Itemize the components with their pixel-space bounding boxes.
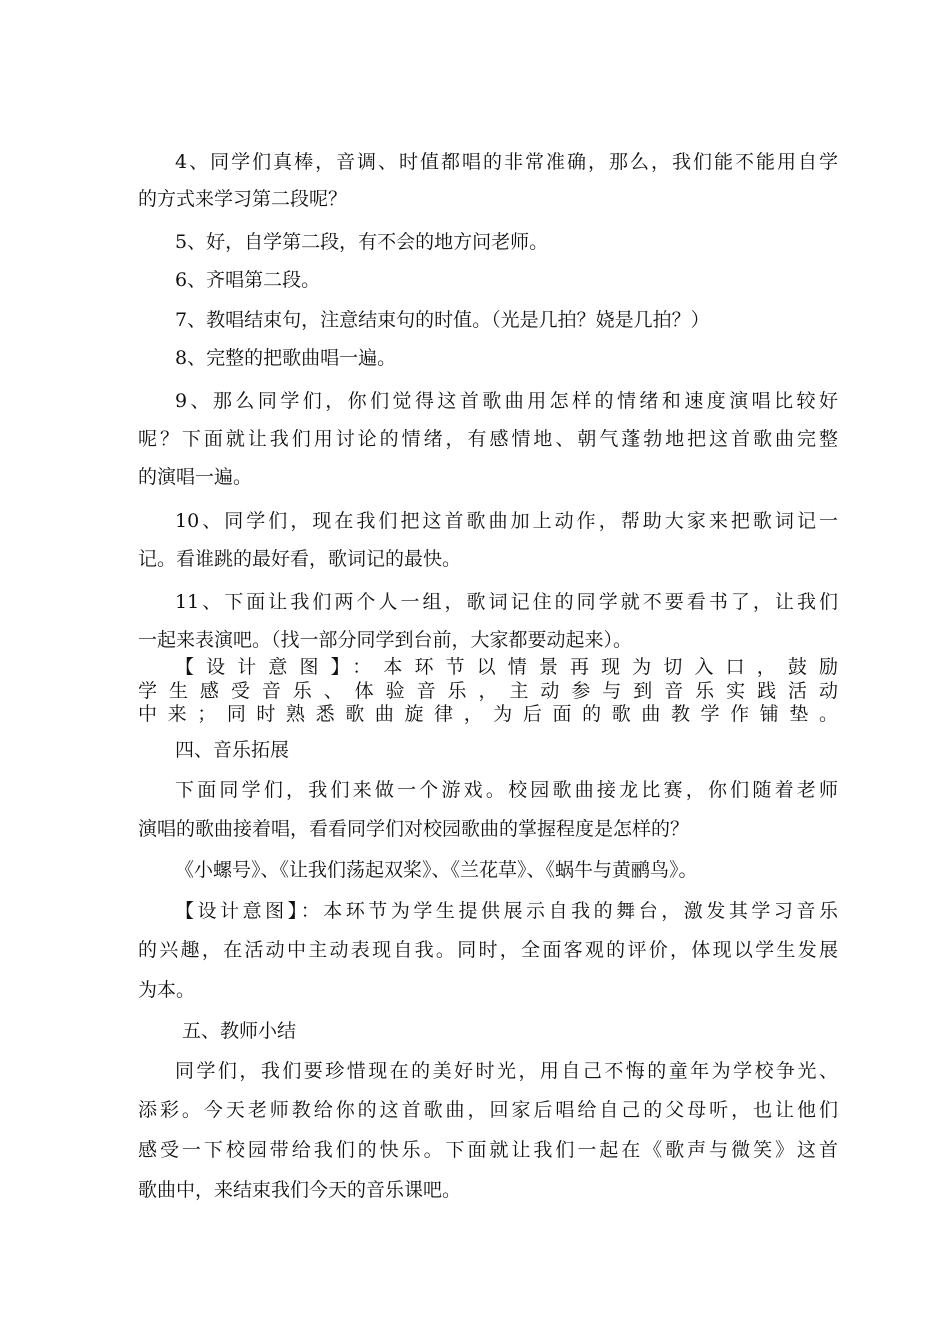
paragraph-line: 9、那么同学们，你们觉得这首歌曲用怎样的情绪和速度演唱比较好 xyxy=(175,390,838,412)
paragraph-line: 6、齐唱第二段。 xyxy=(175,269,321,291)
paragraph-line: 一起来表演吧。（找一部分同学到台前，大家都要动起来）。 xyxy=(138,629,633,651)
design-intent-line: 学生感受音乐、体验音乐，主动参与到音乐实践活动 xyxy=(138,680,838,702)
section-heading: 五、教师小结 xyxy=(182,1020,297,1042)
section-heading: 四、音乐拓展 xyxy=(175,739,290,761)
paragraph-line: 11、下面让我们两个人一组，歌词记住的同学就不要看书了，让我们 xyxy=(175,591,838,613)
design-intent-line: 【设计意图】：本环节以情景再现为切入口，鼓励 xyxy=(175,656,838,678)
paragraph-line: 感受一下校园带给我们的快乐。下面就让我们一起在《歌声与微笑》这首 xyxy=(138,1139,838,1161)
paragraph-line: 为本。 xyxy=(138,979,196,1001)
paragraph-line: 的演唱一遍。 xyxy=(138,466,253,488)
paragraph-line: 歌曲中，来结束我们今天的音乐课吧。 xyxy=(138,1179,462,1201)
paragraph-line: 8、完整的把歌曲唱一遍。 xyxy=(175,347,397,369)
song-list: 《小螺号》、《让我们荡起双桨》、《兰花草》、《蜗牛与黄鹂鸟》。 xyxy=(175,859,698,881)
paragraph-line: 4、同学们真棒，音调、时值都唱的非常准确，那么，我们能不能用自学 xyxy=(175,151,838,173)
paragraph-line: 【设计意图】：本环节为学生提供展示自我的舞台，激发其学习音乐 xyxy=(175,900,838,922)
paragraph-line: 记。看谁跳的最好看，歌词记的最快。 xyxy=(138,548,462,570)
paragraph-line: 5、好，自学第二段，有不会的地方问老师。 xyxy=(175,231,549,253)
paragraph-line: 下面同学们，我们来做一个游戏。校园歌曲接龙比赛，你们随着老师 xyxy=(175,779,838,801)
paragraph-line: 的兴趣，在活动中主动表现自我。同时，全面客观的评价，体现以学生发展 xyxy=(138,939,838,961)
paragraph-line: 同学们，我们要珍惜现在的美好时光，用自己不悔的童年为学校争光、 xyxy=(175,1060,838,1082)
design-intent-line: 中来；同时熟悉歌曲旋律，为后面的歌曲教学作铺垫。 xyxy=(138,703,838,725)
paragraph-line: 7、教唱结束句，注意结束句的时值。（光是几拍？娆是几拍？） xyxy=(175,309,710,331)
paragraph-line: 演唱的歌曲接着唱，看看同学们对校园歌曲的掌握程度是怎样的？ xyxy=(138,818,690,840)
paragraph-line: 添彩。今天老师教给你的这首歌曲，回家后唱给自己的父母听，也让他们 xyxy=(138,1099,838,1121)
paragraph-line: 呢？下面就让我们用讨论的情绪，有感情地、朝气蓬勃地把这首歌曲完整 xyxy=(138,428,838,450)
paragraph-line: 10、同学们，现在我们把这首歌曲加上动作，帮助大家来把歌词记一 xyxy=(175,510,838,532)
paragraph-line: 的方式来学习第二段呢？ xyxy=(138,188,348,210)
